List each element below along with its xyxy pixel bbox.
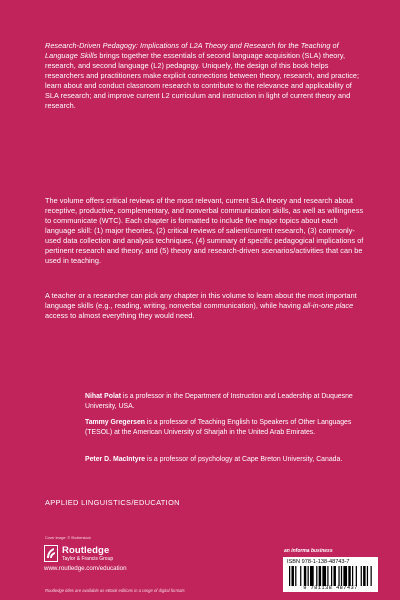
book-title: Research-Driven Pedagogy: Implications of L2A Theory and Research for the Teaching of Language Skills <box>45 41 339 60</box>
audience-text-end: access to almost everything they would need. <box>45 311 195 320</box>
barcode-icon <box>289 566 373 586</box>
informa-tagline: an informa business <box>284 548 333 554</box>
author-bio-text: is a professor in the Department of Instruction and Leadership at Duquesne University, USA. <box>85 393 353 410</box>
publisher-website: www.routledge.com/education <box>44 565 127 572</box>
audience-paragraph <box>45 291 367 321</box>
audience-italic-phrase: all-in-one place <box>302 301 354 310</box>
author-bio-text: is a professor of Teaching English to Speakers of Other Languages (TESOL) at the American University of Sharjah in the United Arab Emirates. <box>85 419 352 436</box>
publisher-name: Routledge <box>62 545 110 556</box>
author-name: Nihat Polat <box>85 393 121 400</box>
routledge-logo-icon <box>44 545 58 562</box>
series-label: APPLIED LINGUISTICS/EDUCATION <box>45 498 180 507</box>
isbn-barcode-panel <box>283 557 378 592</box>
author-name: Tammy Gregersen <box>85 419 145 426</box>
audience-text-start: A teacher or a researcher can pick any chapter in this volume to learn about the most important language skills (e.g., reading, writing, nonverbal communication), while having <box>45 291 357 310</box>
intro-text: brings together the essentials of second language acquisition (SLA) theory, research, and second language (L2) pedagogy. Uniquely, the design of this book helps researchers and practitioners make explicit connections between theory, research, and practice; learn about and conduct classroom research to contribute to the relevance and applicability of SLA research; and improve current L2 curriculum and instruction in light of current theory and research. <box>45 51 360 110</box>
barcode-number: 9 781138 487437 <box>303 585 358 591</box>
cover-image-credit: Cover image: © Shutterstock <box>45 536 91 540</box>
isbn-label: ISBN 978-1-138-48743-7 <box>287 559 350 565</box>
author-bio <box>85 455 370 465</box>
author-bio <box>85 392 370 411</box>
intro-paragraph <box>45 41 367 111</box>
author-bio <box>85 418 370 437</box>
ebook-footer-note: Routledge titles are available as eBook editions in a range of digital formats <box>45 588 185 593</box>
publisher-group: Taylor & Francis Group <box>62 556 114 562</box>
author-bio-text: is a professor of psychology at Cape Breton University, Canada. <box>145 456 343 463</box>
description-paragraph: The volume offers critical reviews of the most relevant, current SLA theory and research about receptive, productive, complementary, and nonverbal communication skills, as well as willingness to communicate (WTC). Each chapter is formatted to include five major topics about each language skill: (1) major theories, (2) critical reviews of salient/current research, (3) commonly-used data collection and analysis techniques, (4) summary of specific pedagogical implications of pertinent research and theory, and (5) theory and research-driven scenarios/activities that can be used in teaching. <box>45 196 364 265</box>
author-name: Peter D. MacIntyre <box>85 456 146 463</box>
